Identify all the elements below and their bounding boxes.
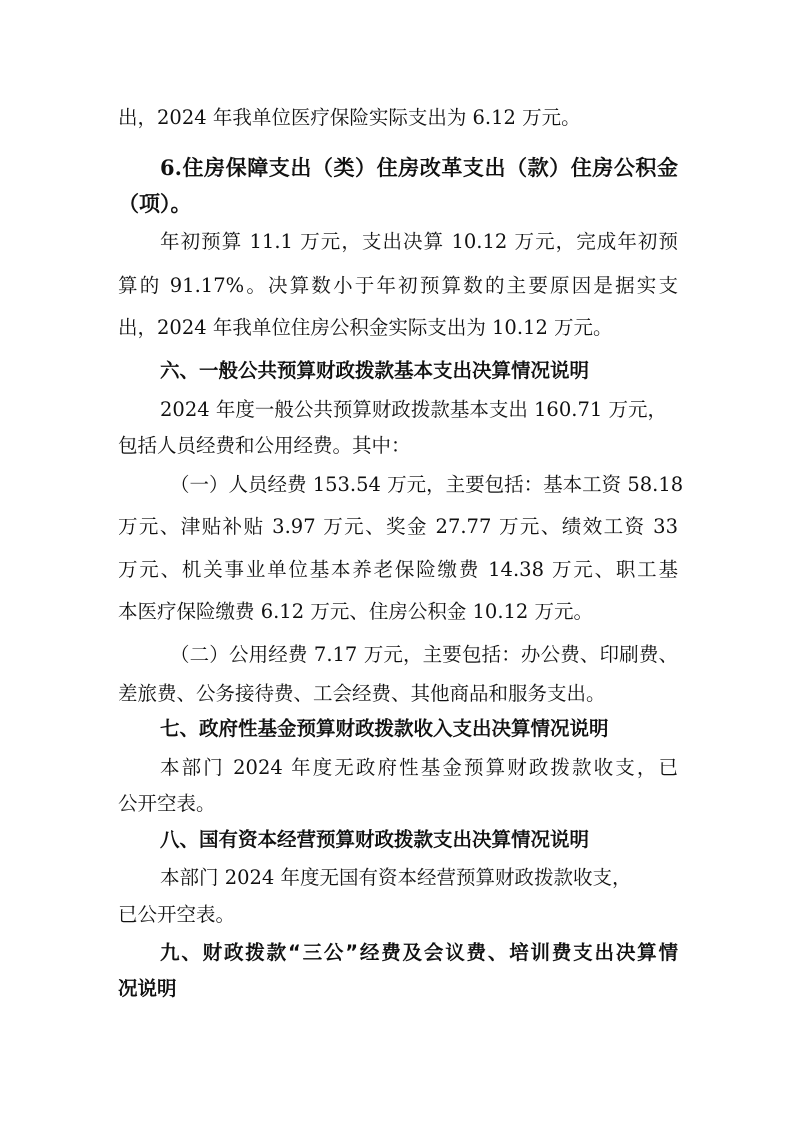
paragraph-line: 本医疗保险缴费 6.12 万元、住房公积金 10.12 万元。 bbox=[118, 600, 594, 623]
paragraph-line: 年初预算 11.1 万元，支出决算 10.12 万元，完成年初预 bbox=[160, 230, 678, 253]
paragraph-line: 包括人员经费和公用经费。其中： bbox=[118, 434, 411, 457]
section-heading: 八、国有资本经营预算财政拨款支出决算情况说明 bbox=[160, 828, 590, 851]
paragraph-line: 公开空表。 bbox=[118, 792, 216, 815]
section-heading: 况说明 bbox=[118, 977, 177, 1000]
section-heading: 七、政府性基金预算财政拨款收入支出决算情况说明 bbox=[160, 717, 609, 740]
section-heading: 六、一般公共预算财政拨款基本支出决算情况说明 bbox=[160, 359, 590, 382]
section-heading: 九、财政拨款“三公”经费及会议费、培训费支出决算情 bbox=[160, 941, 678, 964]
paragraph-line: （二）公用经费 7.17 万元，主要包括：办公费、印刷费、 bbox=[170, 643, 678, 666]
paragraph-line: 2024 年度一般公共预算财政拨款基本支出 160.71 万元， bbox=[160, 398, 667, 421]
paragraph-line: 差旅费、公务接待费、工会经费、其他商品和服务支出。 bbox=[118, 682, 606, 705]
paragraph-line: 算的 91.17%。决算数小于年初预算数的主要原因是据实支 bbox=[118, 274, 678, 297]
section-heading: 6.住房保障支出（类）住房改革支出（款）住房公积金 bbox=[160, 155, 678, 180]
paragraph-line: 本部门 2024 年度无政府性基金预算财政拨款收支，已 bbox=[160, 756, 678, 779]
section-heading: （项）。 bbox=[118, 191, 192, 216]
paragraph-line: 出，2024 年我单位住房公积金实际支出为 10.12 万元。 bbox=[118, 316, 613, 339]
paragraph-line: 万元、机关事业单位基本养老保险缴费 14.38 万元、职工基 bbox=[118, 558, 678, 581]
paragraph-line: 已公开空表。 bbox=[118, 903, 236, 926]
paragraph-line: 出，2024 年我单位医疗保险实际支出为 6.12 万元。 bbox=[118, 106, 581, 129]
paragraph-line: （一）人员经费 153.54 万元，主要包括：基本工资 58.18 bbox=[170, 473, 684, 496]
paragraph-line: 本部门 2024 年度无国有资本经营预算财政拨款收支， bbox=[160, 866, 632, 889]
paragraph-line: 万元、津贴补贴 3.97 万元、奖金 27.77 万元、绩效工资 33 bbox=[118, 515, 678, 538]
